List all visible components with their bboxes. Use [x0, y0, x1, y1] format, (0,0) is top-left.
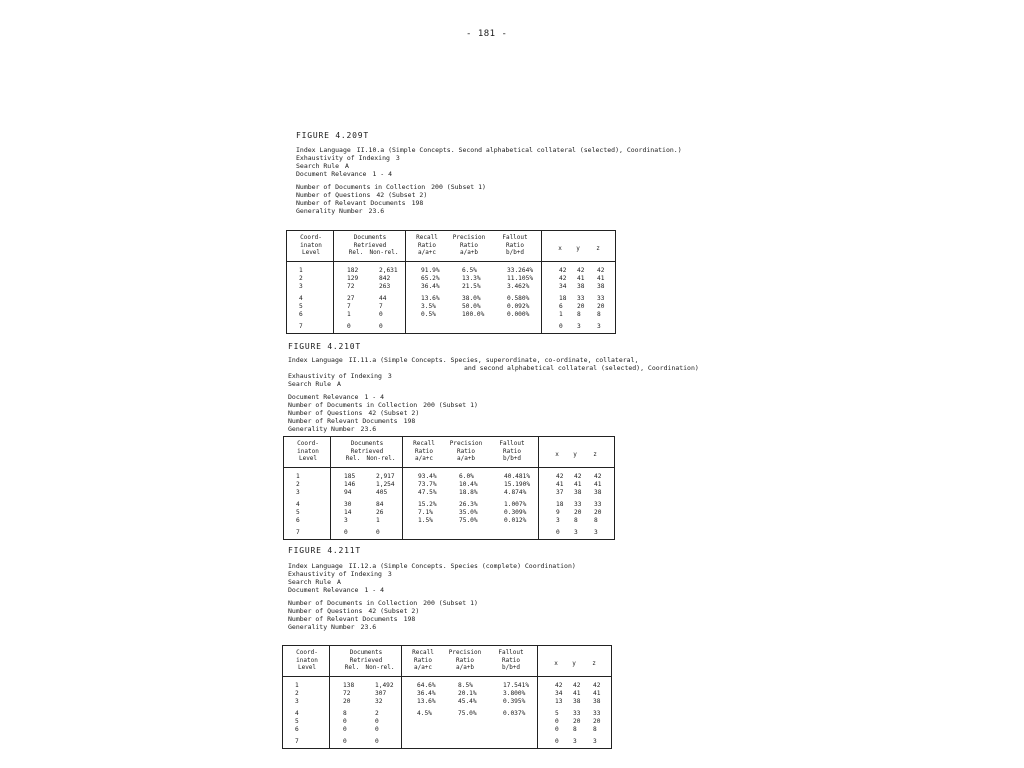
- table-cell-x: 5: [555, 710, 559, 717]
- table-cell-recall: 91.9%: [421, 267, 440, 274]
- metadata-value: 198: [411, 199, 424, 207]
- table-divider: [541, 231, 542, 333]
- table-cell-level: 1: [296, 473, 300, 480]
- metadata-label: Number of Relevant Documents: [288, 417, 398, 425]
- table-cell-z: 20: [594, 509, 602, 516]
- column-header-z: z: [592, 660, 596, 667]
- table-cell-fallout: 15.190%: [504, 481, 531, 488]
- table-cell-level: 4: [299, 295, 303, 302]
- table-cell-precision: 13.3%: [462, 275, 481, 282]
- table-cell-level: 1: [299, 267, 303, 274]
- metadata-label: Number of Documents in Collection: [288, 599, 418, 607]
- metadata-value: A: [337, 380, 341, 388]
- table-cell-nonrel: 0: [379, 323, 383, 330]
- table-divider: [402, 437, 403, 539]
- table-divider: [330, 437, 331, 539]
- table-cell-level: 7: [299, 323, 303, 330]
- table-cell-level: 2: [299, 275, 303, 282]
- table-cell-level: 3: [295, 698, 299, 705]
- table-cell-rel: 3: [344, 517, 348, 524]
- table-cell-recall: 73.7%: [418, 481, 437, 488]
- metadata-value: 200 (Subset 1): [423, 401, 478, 409]
- table-cell-precision: 100.0%: [462, 311, 485, 318]
- table-cell-y: 20: [577, 303, 585, 310]
- table-cell-nonrel: 32: [375, 698, 383, 705]
- table-cell-x: 0: [559, 323, 563, 330]
- table-divider: [401, 646, 402, 748]
- metadata-line: [288, 409, 419, 417]
- table-cell-rel: 0: [347, 323, 351, 330]
- column-header-z: z: [596, 245, 600, 252]
- metadata-label: Search Rule: [288, 578, 332, 586]
- table-cell-nonrel: 2,917: [376, 473, 395, 480]
- table-cell-level: 4: [296, 501, 300, 508]
- table-cell-nonrel: 2: [375, 710, 379, 717]
- table-cell-precision: 18.8%: [459, 489, 478, 496]
- column-header-level: Coord- inaton Level: [300, 234, 322, 256]
- table-cell-z: 42: [593, 682, 601, 689]
- table-cell-level: 6: [296, 517, 300, 524]
- table-cell-level: 4: [295, 710, 299, 717]
- table-cell-y: 38: [577, 283, 585, 290]
- metadata-line: [288, 562, 576, 570]
- table-cell-nonrel: 842: [379, 275, 391, 282]
- column-header-nonrel: Non-rel.: [369, 249, 399, 256]
- table-cell-x: 34: [555, 690, 563, 697]
- metadata-value: 23.6: [360, 623, 377, 631]
- table-cell-y: 42: [574, 473, 582, 480]
- metadata-label: Document Relevance: [288, 393, 359, 401]
- table-cell-level: 1: [295, 682, 299, 689]
- column-header-y: y: [576, 245, 580, 252]
- table-cell-precision: 10.4%: [459, 481, 478, 488]
- metadata-label: Exhaustivity of Indexing: [296, 154, 390, 162]
- table-cell-z: 38: [593, 698, 601, 705]
- table-header-rule: [284, 467, 614, 468]
- table-cell-y: 38: [574, 489, 582, 496]
- metadata-line: [288, 586, 384, 594]
- metadata-label: Document Relevance: [296, 170, 367, 178]
- table-cell-y: 8: [573, 726, 577, 733]
- page-number: - 181 -: [466, 29, 508, 39]
- table-cell-level: 3: [299, 283, 303, 290]
- table-cell-level: 5: [296, 509, 300, 516]
- table-cell-fallout: 0.309%: [504, 509, 527, 516]
- table-header-rule: [283, 676, 611, 677]
- table-cell-x: 42: [556, 473, 564, 480]
- table-cell-nonrel: 44: [379, 295, 387, 302]
- table-cell-rel: 146: [344, 481, 356, 488]
- table-cell-recall: 13.6%: [421, 295, 440, 302]
- metadata-value: 3: [387, 570, 392, 578]
- table-cell-y: 8: [577, 311, 581, 318]
- metadata-line: [458, 364, 699, 372]
- table-cell-nonrel: 263: [379, 283, 391, 290]
- table-cell-precision: 21.5%: [462, 283, 481, 290]
- metadata-line: [288, 599, 478, 607]
- table-cell-recall: 15.2%: [418, 501, 437, 508]
- table-divider: [537, 646, 538, 748]
- metadata-line: [288, 380, 341, 388]
- column-header-level: Coord- inaton Level: [296, 649, 318, 671]
- table-cell-x: 42: [555, 682, 563, 689]
- table-cell-y: 3: [577, 323, 581, 330]
- table-cell-rel: 138: [343, 682, 355, 689]
- metadata-label: Generality Number: [288, 425, 355, 433]
- table-cell-z: 42: [597, 267, 605, 274]
- table-cell-level: 5: [295, 718, 299, 725]
- metadata-value: 198: [403, 615, 416, 623]
- metadata-label: Number of Questions: [296, 191, 371, 199]
- metadata-label: Exhaustivity of Indexing: [288, 570, 382, 578]
- metadata-value: 3: [395, 154, 400, 162]
- metadata-value: 1 - 4: [364, 393, 385, 401]
- metadata-label: Search Rule: [288, 380, 332, 388]
- table-cell-rel: 1: [347, 311, 351, 318]
- table-cell-level: 6: [295, 726, 299, 733]
- table-cell-precision: 35.0%: [459, 509, 478, 516]
- column-header-docs: Documents Retrieved: [349, 649, 383, 664]
- metadata-line: [288, 372, 392, 380]
- column-header-rel: Rel.: [345, 455, 361, 462]
- table-cell-precision: 20.1%: [458, 690, 477, 697]
- table-cell-level: 7: [296, 529, 300, 536]
- column-header-docs: Documents Retrieved: [353, 234, 387, 249]
- table-cell-rel: 72: [347, 283, 355, 290]
- table-cell-precision: 26.3%: [459, 501, 478, 508]
- table-cell-y: 41: [574, 481, 582, 488]
- table-cell-precision: 75.0%: [459, 517, 478, 524]
- column-header-recall: Recall Ratio a/a+c: [412, 649, 434, 671]
- table-cell-fallout: 3.462%: [507, 283, 530, 290]
- table-cell-nonrel: 0: [375, 726, 379, 733]
- column-header-docs: Documents Retrieved: [350, 440, 384, 455]
- table-cell-x: 13: [555, 698, 563, 705]
- table-divider: [329, 646, 330, 748]
- table-cell-y: 41: [577, 275, 585, 282]
- metadata-line: [288, 356, 638, 364]
- table-cell-recall: 7.1%: [418, 509, 433, 516]
- table-cell-precision: 38.0%: [462, 295, 481, 302]
- table-cell-nonrel: 1,492: [375, 682, 394, 689]
- metadata-label: Number of Questions: [288, 607, 363, 615]
- column-header-fallout: Fallout Ratio b/b+d: [502, 234, 528, 256]
- table-divider: [538, 437, 539, 539]
- table-cell-recall: 13.6%: [417, 698, 436, 705]
- table-cell-rel: 0: [343, 726, 347, 733]
- table-cell-x: 0: [555, 726, 559, 733]
- table-cell-x: 42: [559, 275, 567, 282]
- table-cell-recall: 36.4%: [417, 690, 436, 697]
- table-cell-y: 42: [573, 682, 581, 689]
- table-cell-y: 42: [577, 267, 585, 274]
- column-header-x: x: [554, 660, 558, 667]
- table-cell-x: 37: [556, 489, 564, 496]
- metadata-label: Number of Documents in Collection: [288, 401, 418, 409]
- table-cell-nonrel: 84: [376, 501, 384, 508]
- table-cell-rel: 129: [347, 275, 359, 282]
- table-cell-rel: 8: [343, 710, 347, 717]
- table-cell-x: 0: [556, 529, 560, 536]
- table-cell-z: 41: [593, 690, 601, 697]
- column-header-y: y: [572, 660, 576, 667]
- metadata-value: 200 (Subset 1): [423, 599, 478, 607]
- metadata-line: [296, 146, 682, 154]
- table-cell-rel: 30: [344, 501, 352, 508]
- metadata-label: Exhaustivity of Indexing: [288, 372, 382, 380]
- table-cell-z: 20: [597, 303, 605, 310]
- metadata-line: [288, 425, 376, 433]
- table-cell-fallout: 0.000%: [507, 311, 530, 318]
- column-header-rel: Rel.: [344, 664, 360, 671]
- table-cell-level: 2: [296, 481, 300, 488]
- table-cell-z: 42: [594, 473, 602, 480]
- metadata-label: Generality Number: [296, 207, 363, 215]
- metadata-value: and second alphabetical collateral (selected), Coordination): [464, 364, 699, 372]
- column-header-nonrel: Non-rel.: [366, 455, 396, 462]
- table-cell-y: 41: [573, 690, 581, 697]
- metadata-value: 200 (Subset 1): [431, 183, 486, 191]
- table-cell-rel: 185: [344, 473, 356, 480]
- metadata-line: [288, 623, 376, 631]
- metadata-line: [296, 162, 349, 170]
- metadata-line: [288, 393, 384, 401]
- table-cell-y: 20: [573, 718, 581, 725]
- column-header-precision: Precision Ratio a/a+b: [449, 440, 483, 462]
- metadata-line: [288, 578, 341, 586]
- table-cell-recall: 64.6%: [417, 682, 436, 689]
- metadata-line: [288, 570, 392, 578]
- table-cell-z: 3: [593, 738, 597, 745]
- results-table: [286, 230, 616, 334]
- column-header-fallout: Fallout Ratio b/b+d: [499, 440, 525, 462]
- table-cell-z: 41: [597, 275, 605, 282]
- table-cell-rel: 72: [343, 690, 351, 697]
- metadata-line: [288, 401, 478, 409]
- table-cell-z: 41: [594, 481, 602, 488]
- table-cell-rel: 20: [343, 698, 351, 705]
- table-cell-x: 34: [559, 283, 567, 290]
- metadata-line: [296, 183, 486, 191]
- results-table: [283, 436, 615, 540]
- table-cell-z: 33: [597, 295, 605, 302]
- metadata-label: Document Relevance: [288, 586, 359, 594]
- metadata-value: II.12.a (Simple Concepts. Species (complete) Coordination): [348, 562, 576, 570]
- table-cell-nonrel: 307: [375, 690, 387, 697]
- table-cell-fallout: 17.541%: [503, 682, 530, 689]
- table-cell-rel: 14: [344, 509, 352, 516]
- column-header-fallout: Fallout Ratio b/b+d: [498, 649, 524, 671]
- column-header-level: Coord- inaton Level: [297, 440, 319, 462]
- table-cell-rel: 0: [343, 718, 347, 725]
- table-cell-nonrel: 0: [376, 529, 380, 536]
- table-cell-z: 8: [594, 517, 598, 524]
- table-cell-y: 33: [574, 501, 582, 508]
- table-cell-x: 18: [556, 501, 564, 508]
- table-cell-nonrel: 405: [376, 489, 388, 496]
- table-cell-z: 38: [597, 283, 605, 290]
- table-cell-precision: 6.0%: [459, 473, 474, 480]
- table-cell-rel: 0: [344, 529, 348, 536]
- table-cell-recall: 93.4%: [418, 473, 437, 480]
- figure-title: FIGURE 4.210T: [288, 342, 362, 351]
- table-cell-y: 3: [574, 529, 578, 536]
- metadata-value: 42 (Subset 2): [368, 607, 420, 615]
- figure-title: FIGURE 4.209T: [296, 131, 370, 140]
- table-cell-x: 1: [559, 311, 563, 318]
- table-cell-nonrel: 7: [379, 303, 383, 310]
- table-cell-recall: 4.5%: [417, 710, 432, 717]
- table-cell-rel: 27: [347, 295, 355, 302]
- table-cell-z: 33: [593, 710, 601, 717]
- table-cell-nonrel: 0: [375, 738, 379, 745]
- table-cell-nonrel: 0: [379, 311, 383, 318]
- column-header-x: x: [558, 245, 562, 252]
- table-cell-fallout: 40.481%: [504, 473, 531, 480]
- table-cell-recall: 3.5%: [421, 303, 436, 310]
- metadata-value: II.10.a (Simple Concepts. Second alphabetical collateral (selected), Coordination.): [356, 146, 682, 154]
- table-cell-nonrel: 2,631: [379, 267, 398, 274]
- table-cell-nonrel: 1,254: [376, 481, 395, 488]
- column-header-recall: Recall Ratio a/a+c: [416, 234, 438, 256]
- metadata-value: II.11.a (Simple Concepts. Species, superordinate, co-ordinate, collateral,: [348, 356, 639, 364]
- table-cell-precision: 45.4%: [458, 698, 477, 705]
- table-cell-level: 7: [295, 738, 299, 745]
- table-cell-fallout: 4.874%: [504, 489, 527, 496]
- metadata-line: [288, 607, 419, 615]
- table-cell-z: 8: [593, 726, 597, 733]
- metadata-value: A: [345, 162, 349, 170]
- metadata-line: [288, 615, 415, 623]
- metadata-label: Index Language: [288, 562, 343, 570]
- metadata-value: 1 - 4: [372, 170, 393, 178]
- table-cell-recall: 36.4%: [421, 283, 440, 290]
- table-divider: [333, 231, 334, 333]
- table-cell-nonrel: 1: [376, 517, 380, 524]
- metadata-value: 23.6: [368, 207, 385, 215]
- table-cell-nonrel: 26: [376, 509, 384, 516]
- column-header-x: x: [555, 451, 559, 458]
- table-cell-y: 33: [573, 710, 581, 717]
- metadata-line: [296, 154, 400, 162]
- column-header-precision: Precision Ratio a/a+b: [448, 649, 482, 671]
- metadata-label: Generality Number: [288, 623, 355, 631]
- table-cell-level: 6: [299, 311, 303, 318]
- column-header-nonrel: Non-rel.: [365, 664, 395, 671]
- table-cell-x: 41: [556, 481, 564, 488]
- metadata-value: 1 - 4: [364, 586, 385, 594]
- table-header-rule: [287, 261, 615, 262]
- metadata-line: [296, 191, 427, 199]
- metadata-line: [296, 207, 384, 215]
- table-cell-x: 42: [559, 267, 567, 274]
- table-cell-y: 3: [573, 738, 577, 745]
- metadata-value: 23.6: [360, 425, 377, 433]
- column-header-y: y: [573, 451, 577, 458]
- column-header-rel: Rel.: [348, 249, 364, 256]
- metadata-value: 42 (Subset 2): [368, 409, 420, 417]
- table-cell-x: 0: [555, 738, 559, 745]
- metadata-value: 198: [403, 417, 416, 425]
- table-cell-x: 18: [559, 295, 567, 302]
- results-table: [282, 645, 612, 749]
- table-cell-z: 20: [593, 718, 601, 725]
- table-cell-rel: 182: [347, 267, 359, 274]
- table-cell-z: 3: [597, 323, 601, 330]
- table-cell-rel: 7: [347, 303, 351, 310]
- metadata-line: [296, 199, 423, 207]
- metadata-label: Number of Relevant Documents: [296, 199, 406, 207]
- table-cell-precision: 75.0%: [458, 710, 477, 717]
- table-cell-z: 8: [597, 311, 601, 318]
- table-cell-nonrel: 0: [375, 718, 379, 725]
- table-cell-y: 20: [574, 509, 582, 516]
- metadata-value: 3: [387, 372, 392, 380]
- table-cell-z: 33: [594, 501, 602, 508]
- figure-title: FIGURE 4.211T: [288, 546, 362, 555]
- metadata-line: [288, 417, 415, 425]
- table-cell-recall: 65.2%: [421, 275, 440, 282]
- table-cell-y: 8: [574, 517, 578, 524]
- column-header-z: z: [593, 451, 597, 458]
- metadata-label: Number of Relevant Documents: [288, 615, 398, 623]
- metadata-label: Search Rule: [296, 162, 340, 170]
- table-cell-fallout: 33.264%: [507, 267, 534, 274]
- table-cell-level: 5: [299, 303, 303, 310]
- table-cell-z: 38: [594, 489, 602, 496]
- table-cell-x: 3: [556, 517, 560, 524]
- table-cell-fallout: 0.395%: [503, 698, 526, 705]
- metadata-label: Index Language: [288, 356, 343, 364]
- table-cell-recall: 1.5%: [418, 517, 433, 524]
- table-cell-y: 38: [573, 698, 581, 705]
- table-cell-level: 3: [296, 489, 300, 496]
- table-cell-rel: 0: [343, 738, 347, 745]
- table-cell-recall: 0.5%: [421, 311, 436, 318]
- table-cell-z: 3: [594, 529, 598, 536]
- table-cell-precision: 8.5%: [458, 682, 473, 689]
- column-header-precision: Precision Ratio a/a+b: [452, 234, 486, 256]
- table-cell-precision: 50.0%: [462, 303, 481, 310]
- column-header-recall: Recall Ratio a/a+c: [413, 440, 435, 462]
- metadata-value: A: [337, 578, 341, 586]
- metadata-value: 42 (Subset 2): [376, 191, 428, 199]
- table-cell-fallout: 11.105%: [507, 275, 534, 282]
- metadata-line: [296, 170, 392, 178]
- table-cell-fallout: 0.092%: [507, 303, 530, 310]
- table-divider: [405, 231, 406, 333]
- metadata-label: Number of Questions: [288, 409, 363, 417]
- table-cell-x: 6: [559, 303, 563, 310]
- metadata-label: Index Language: [296, 146, 351, 154]
- table-cell-recall: 47.5%: [418, 489, 437, 496]
- table-cell-fallout: 3.800%: [503, 690, 526, 697]
- table-cell-level: 2: [295, 690, 299, 697]
- table-cell-fallout: 0.012%: [504, 517, 527, 524]
- table-cell-fallout: 0.037%: [503, 710, 526, 717]
- table-cell-fallout: 1.007%: [504, 501, 527, 508]
- table-cell-rel: 94: [344, 489, 352, 496]
- table-cell-x: 9: [556, 509, 560, 516]
- table-cell-precision: 6.5%: [462, 267, 477, 274]
- table-cell-x: 0: [555, 718, 559, 725]
- metadata-label: Number of Documents in Collection: [296, 183, 426, 191]
- table-cell-fallout: 0.580%: [507, 295, 530, 302]
- table-cell-y: 33: [577, 295, 585, 302]
